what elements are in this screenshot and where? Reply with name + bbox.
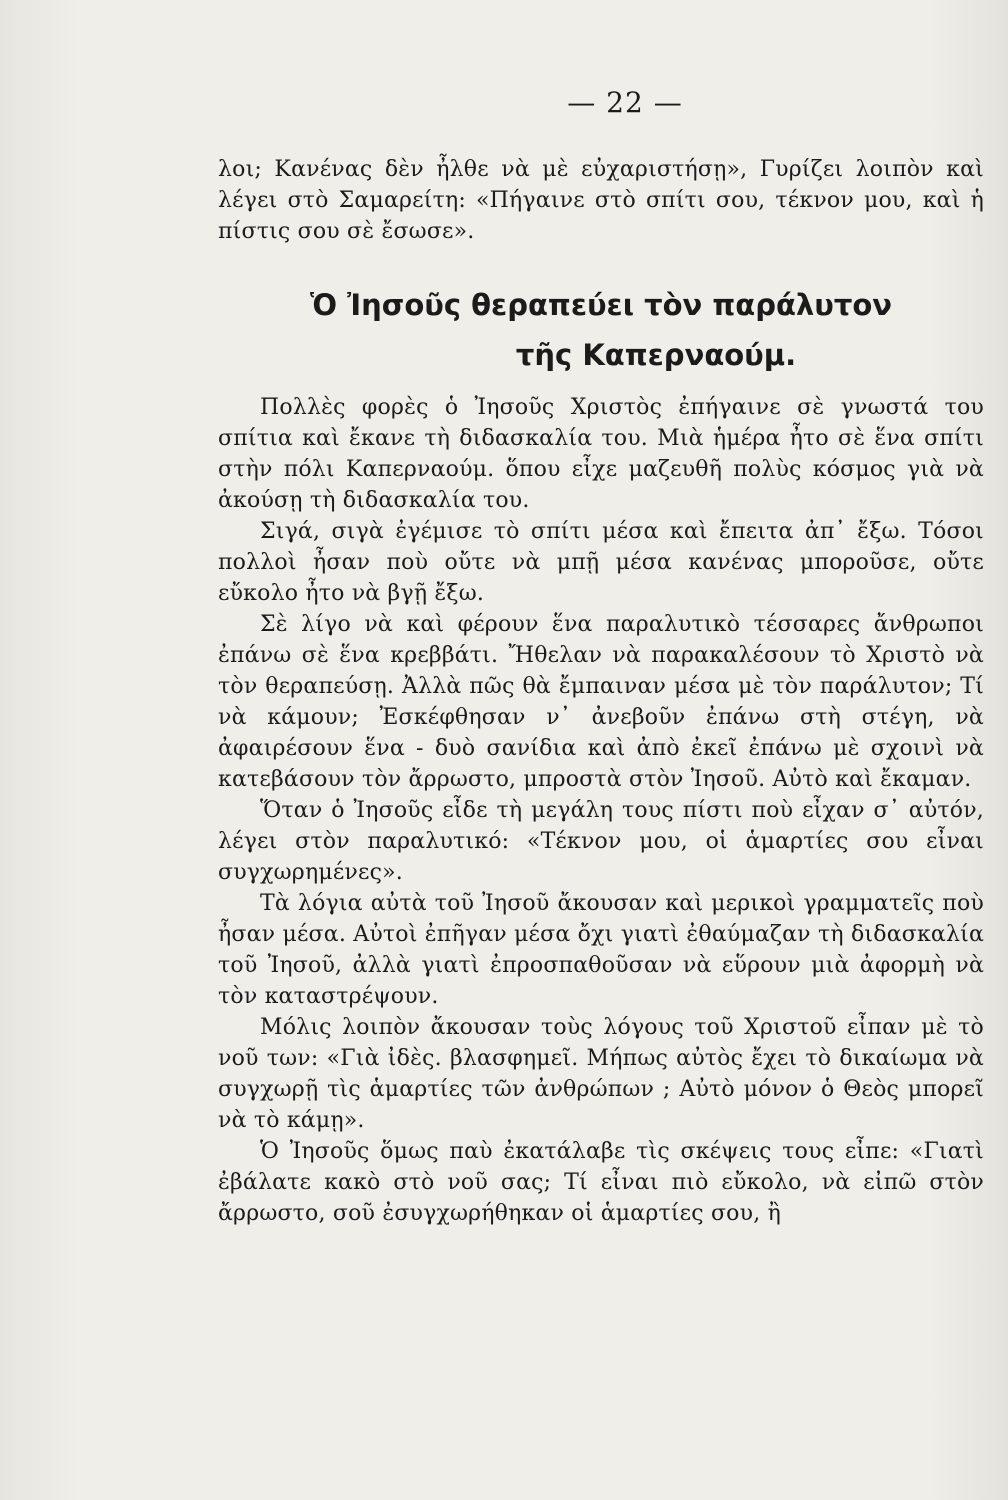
paragraph: Ὁ Ἰησοῦς ὅμως παὺ ἐκατάλαβε τὶς σκέψεις τους εἶπε: «Γιατὶ ἐβάλατε κακὸ στὸ νοῦ σας; Τί εἶναι πιὸ εὔκολο, νὰ εἰπῶ στὸν ἄρρωστο, σοῦ ἐσυγχωρήθηκαν οἱ ἁμαρτίες σου, ἢ [218,1139,984,1226]
paragraph: Μόλις λοιπὸν ἄκουσαν τοὺς λόγους τοῦ Χριστοῦ εἶπαν μὲ τὸ νοῦ των: «Γιὰ ἰδὲς. βλασφημεῖ. Μήπως αὐτὸς ἔχει τὸ δικαίωμα νὰ συγχωρῇ τὶς ἁμαρτίες τῶν ἀνθρώπων ; Αὐτὸ μόνον ὁ Θεὸς μπορεῖ νὰ τὸ κάμῃ». [218,1015,984,1133]
heading-line-1: Ὁ Ἰησοῦς θεραπεύει τὸν παράλυτον [309,288,893,322]
paragraph: Τὰ λόγια αὐτὰ τοῦ Ἰησοῦ ἄκουσαν καὶ μερικοὶ γραμματεῖς ποὺ ἦσαν μέσα. Αὐτοὶ ἐπῆγαν μέσα ὄχι γιατὶ ἐθαύμαζαν τὴ διδασκαλία τοῦ Ἰησοῦ, ἀλλὰ γιατὶ ἐπροσπαθοῦσαν νὰ εὕρουν μιὰ ἀφορμὴ νὰ τὸν καταστρέψουν. [218,891,984,1009]
heading-line-2: τῆς Καπερναούμ. [515,338,797,372]
paragraph: Πολλὲς φορὲς ὁ Ἰησοῦς Χριστὸς ἐπήγαινε σὲ γνωστά του σπίτια καὶ ἔκανε τὴ διδασκαλία του. Μιὰ ἡμέρα ἦτο σὲ ἕνα σπίτι στὴν πόλι Καπερναούμ. ὅπου εἶχε μαζευθῆ πολὺς κόσμος γιὰ νὰ ἀκούσῃ τὴ διδασκαλία του. [218,395,984,513]
continuation-text [218,154,984,247]
continuation-paragraph: λοι; Κανένας δὲν ἦλθε νὰ μὲ εὐχαριστήσῃ», Γυρίζει λοιπὸν καὶ λέγει στὸ Σαμαρείτη: «Πήγαινε στὸ σπίτι σου, τέκνον μου, καὶ ἡ πίστις σου σὲ ἔσωσε». [218,157,984,244]
paragraph: Σὲ λίγο νὰ καὶ φέρουν ἕνα παραλυτικὸ τέσσαρες ἄνθρωποι ἐπάνω σὲ ἕνα κρεββάτι. Ἤθελαν νὰ παρακαλέσουν τὸ Χριστὸ νὰ τὸν θεραπεύσῃ. Ἀλλὰ πῶς θὰ ἔμπαιναν μέσα μὲ τὸν παράλυτον; Τί νὰ κάμουν; Ἐσκέφθησαν ν᾽ ἀνεβοῦν ἐπάνω στὴ στέγη, νὰ ἀφαιρέσουν ἕνα - δυὸ σανίδια καὶ ἀπὸ ἐκεῖ ἐπάνω μὲ σχοινὶ νὰ κατεβάσουν τὸν ἄρρωστο, μπροστὰ στὸν Ἰησοῦ. Αὐτὸ καὶ ἔκαμαν. [218,612,984,792]
paragraph: Ὅταν ὁ Ἰησοῦς εἶδε τὴ μεγάλη τους πίστι ποὺ εἶχαν σ᾽ αὐτόν, λέγει στὸν παραλυτικό: «Τέκνον μου, οἱ ἁμαρτίες σου εἶναι συγχωρημένες». [218,798,984,885]
page-number: — 22 — [567,86,683,119]
paragraph: Σιγά, σιγὰ ἐγέμισε τὸ σπίτι μέσα καὶ ἔπειτα ἀπ᾽ ἔξω. Τόσοι πολλοὶ ἦσαν ποὺ οὔτε νὰ μπῇ μέσα κανένας μποροῦσε, οὔτε εὔκολο ἦτο νὰ βγῇ ἔξω. [218,519,984,606]
body-text [218,392,984,1229]
section-heading [218,280,984,380]
